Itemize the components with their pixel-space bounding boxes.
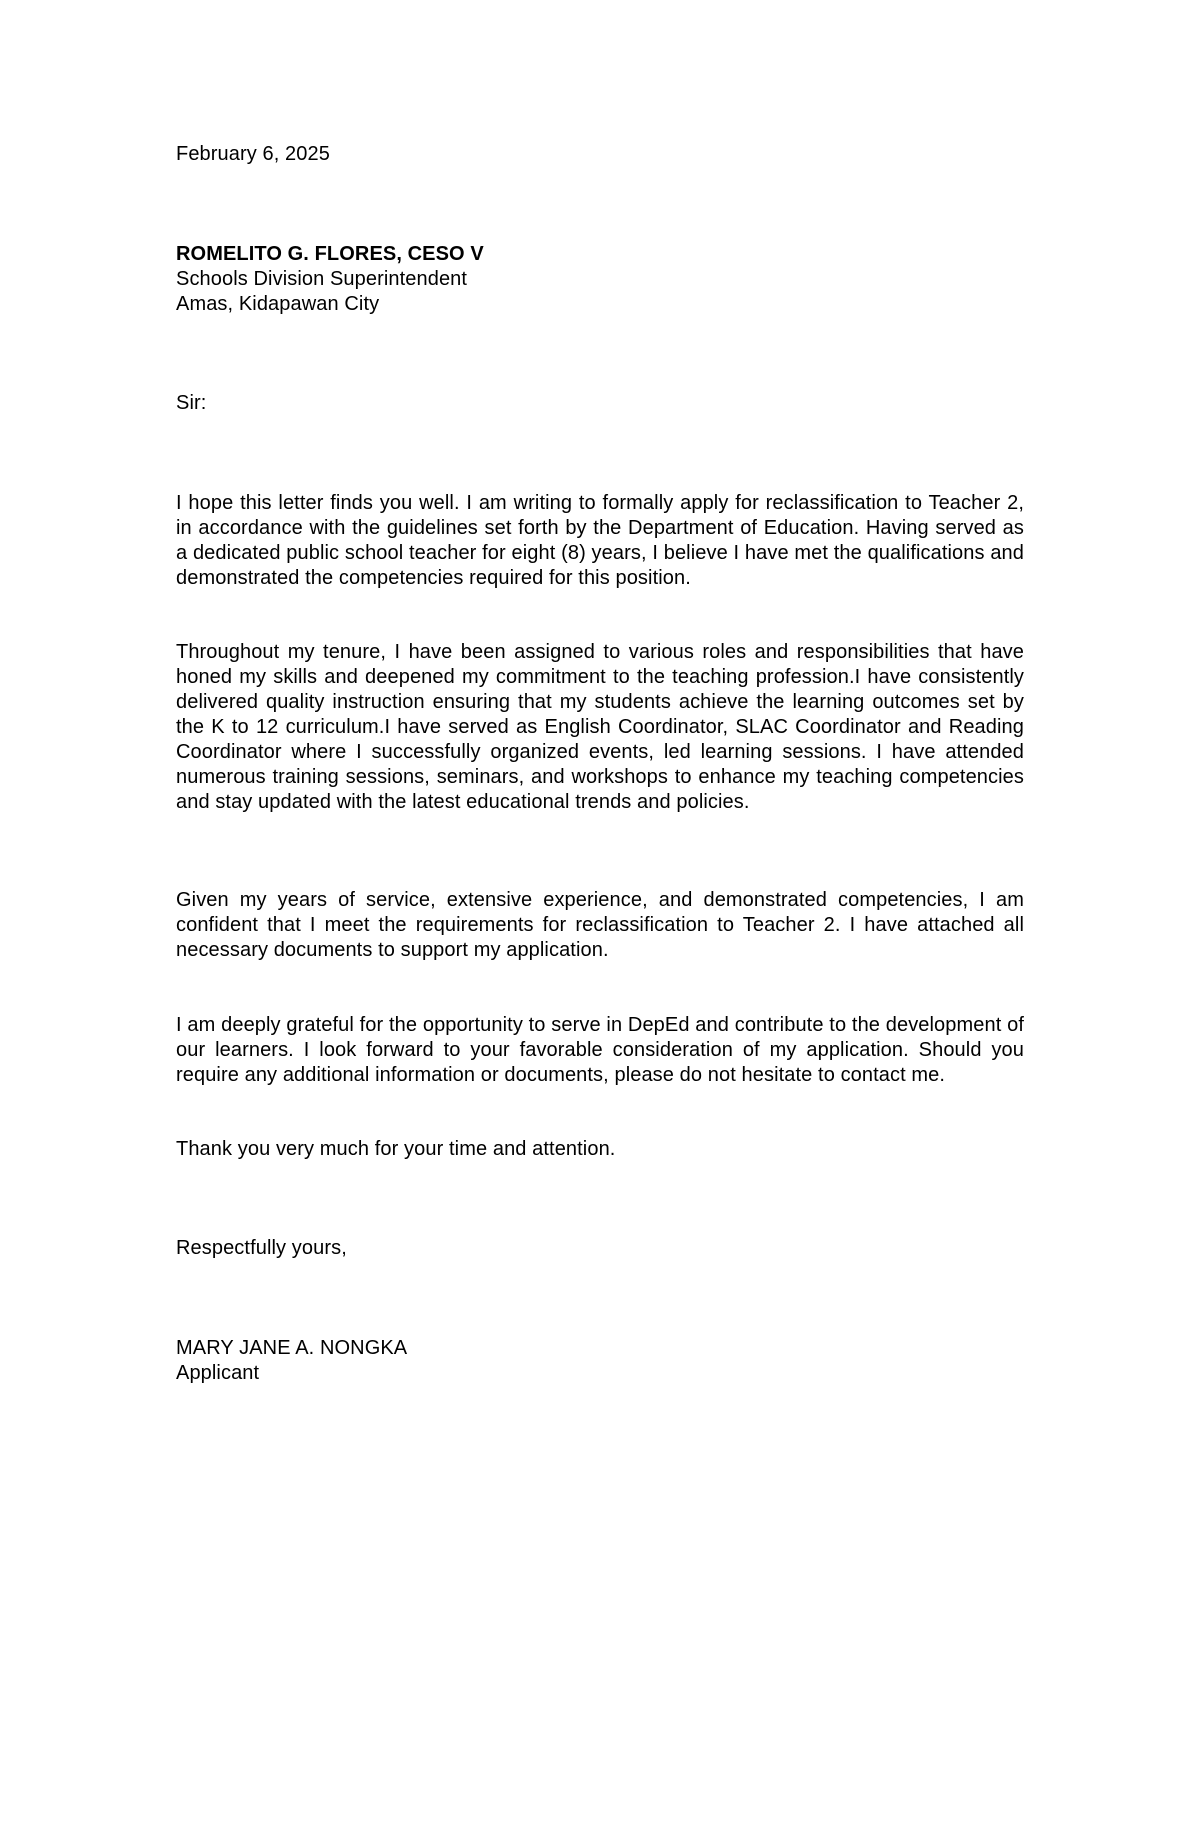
letter-date: February 6, 2025 [176, 143, 330, 165]
body-paragraph-3: Given my years of service, extensive experience, and demonstrated competencies, I am confident that I meet the requirements for reclassification to Teacher 2. I have attached all necessary documents to support my application. [176, 889, 1024, 961]
recipient-block [176, 242, 1024, 317]
signature-block [176, 1336, 1024, 1386]
recipient-title: Schools Division Superintendent [176, 268, 468, 290]
closing: Respectfully yours, [176, 1237, 347, 1259]
signatory-role: Applicant [176, 1362, 260, 1384]
body-paragraph-2: Throughout my tenure, I have been assigned to various roles and responsibilities that have honed my skills and deepened my commitment to the teaching profession.I have consistently delivered quality instruction ensuring that my students achieve the learning outcomes set by the K to 12 curriculum.I have served as English Coordinator, SLAC Coordinator and Reading Coordinator where I successfully organized events, led learning sessions. I have attended numerous training sessions, seminars, and workshops to enhance my teaching competencies and stay updated with the latest educational trends and policies. [176, 641, 1024, 813]
body-paragraph-4: I am deeply grateful for the opportunity to serve in DepEd and contribute to the development of our learners. I look forward to your favorable consideration of my application. Should you require any additional information or documents, please do not hesitate to contact me. [176, 1014, 1024, 1086]
recipient-name: ROMELITO G. FLORES, CESO V [176, 243, 484, 265]
signatory-name: MARY JANE A. NONGKA [176, 1337, 408, 1359]
salutation: Sir: [176, 392, 207, 414]
body-paragraph-5: Thank you very much for your time and attention. [176, 1138, 616, 1160]
recipient-address: Amas, Kidapawan City [176, 293, 380, 315]
body-paragraph-1: I hope this letter finds you well. I am writing to formally apply for reclassification to Teacher 2, in accordance with the guidelines set forth by the Department of Education. Having served as a dedicated public school teacher for eight (8) years, I believe I have met the qualifications and demonstrated the competencies required for this position. [176, 492, 1024, 589]
